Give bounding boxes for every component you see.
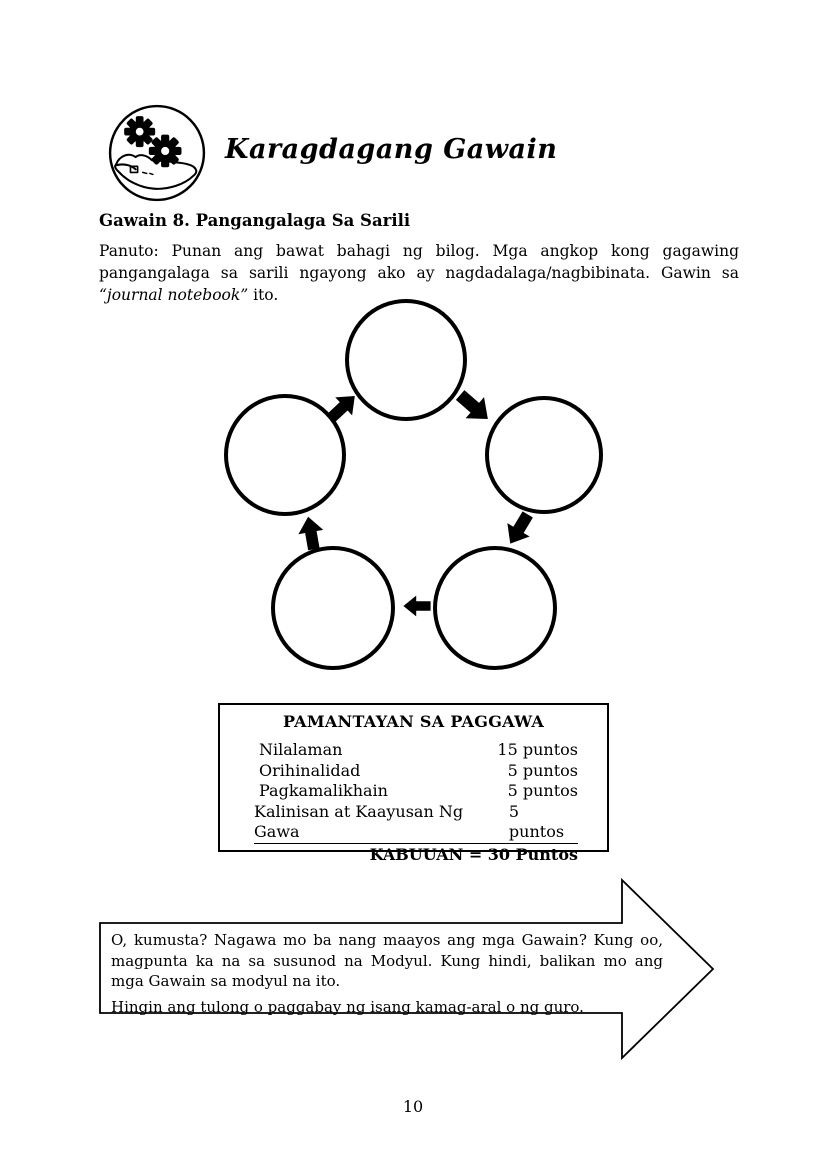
arrow-bottom-left-to-left-icon [296,515,327,552]
callout-paragraph-2: Hingin ang tulong o paggabay ng isang kamag-aral o ng guro. [111,997,584,1016]
rubric-row [259,761,578,782]
instructions-italic-phrase: “journal notebook” [99,286,249,304]
rubric-row [254,802,578,844]
cycle-circle-bottom-left [273,548,393,668]
arrow-bottom-right-to-bottom-left-icon [403,596,430,617]
instructions-suffix: ito. [248,286,279,304]
activity-heading: Gawain 8. Pangangalaga Sa Sarili [99,211,411,230]
rubric-title: PAMANTAYAN SA PAGGAWA [282,712,545,731]
rubric-box [218,703,609,865]
rubric-row [259,740,578,761]
rubric-value: 15 puntos [497,740,578,759]
rubric-value: 5 puntos [507,760,578,780]
cycle-diagram [180,288,650,692]
cycle-circle-top [347,301,465,419]
arrow-right-to-bottom-right-icon [499,508,539,551]
rubric-value: 5 puntos [508,801,565,842]
rubric-total: KABUUAN = 30 Puntos [369,845,578,865]
hand-outline [115,155,196,189]
cycle-circle-right [487,398,601,512]
page-title: Karagdagang Gawain [225,134,558,165]
rubric-value: 5 puntos [507,781,578,801]
cycle-circle-left [226,396,344,514]
hand-gears-icon [106,102,208,204]
rubric-label: Kalinisan at Kaayusan Ng Gawa [254,801,464,842]
callout-paragraph-1: O, kumusta? Nagawa mo ba nang maayos ang mga Gawain? Kung oo, magpunta ka na sa susunod na Modyul. Kung hindi, balikan mo ang mga Gawain sa modyul na ito. [111,931,663,990]
page-number: 10 [402,1097,424,1116]
cycle-circle-bottom-right [435,548,555,668]
gear-icon [124,116,155,147]
rubric-label: Nilalaman [259,740,343,759]
rubric-label: Pagkamalikhain [259,781,388,801]
instructions-text: Panuto: Punan ang bawat bahagi ng bilog. Mga angkop kong gagawing pangangalaga sa sarili ngayong ako ay nagdadalaga/nagbibinata. Gawin sa [99,242,739,282]
rubric-row [259,781,578,802]
callout-text [111,930,663,1017]
rubric-label: Orihinalidad [259,760,361,780]
